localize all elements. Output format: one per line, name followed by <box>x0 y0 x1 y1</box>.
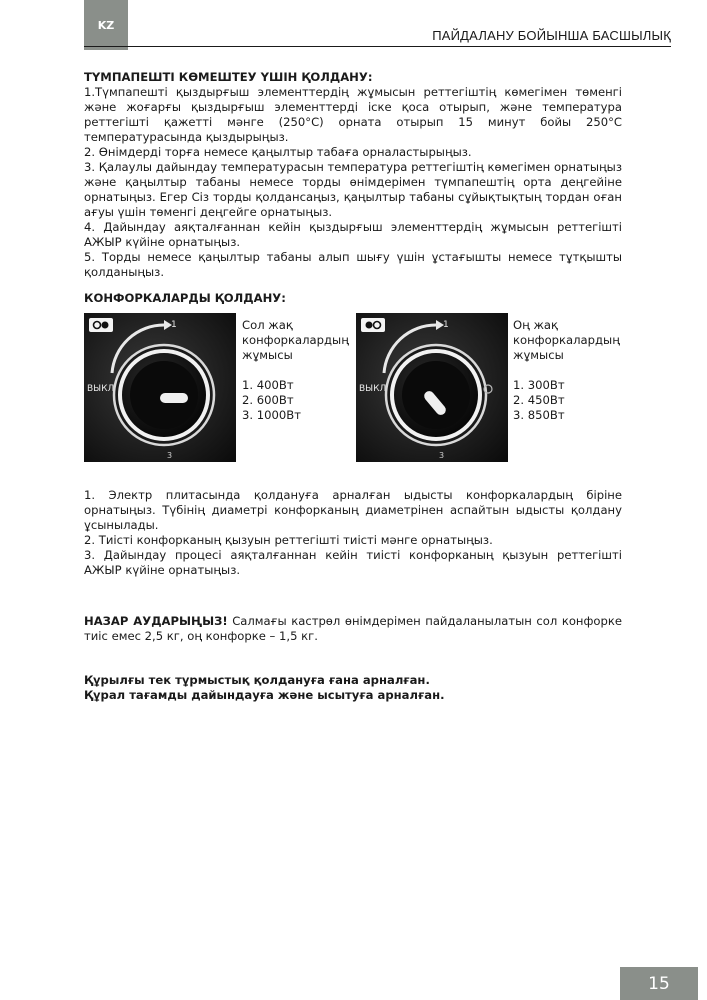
burners-heading: КОНФОРКАЛАРДЫ ҚОЛДАНУ: <box>84 291 286 305</box>
right-burner-power-1: 1. 300Вт <box>513 378 565 392</box>
left-burner-knob-image <box>84 313 236 462</box>
right-knob-level-1: 1 <box>443 320 449 330</box>
oven-section <box>84 70 622 280</box>
oven-step-3: 3. Қалаулы дайындау температурасын температура реттегіштің көмегімен орнатыңыз және қаңылтыр табаны немесе торды өнімдерімен түмпапештің орта деңгейіне орнатыңыз. Егер Сіз торды қолдансаңыз, қаңылтыр табаны сұйықтықтың тордан оған ағуы үшін төменгі деңгейге орнатыңыз. <box>84 160 622 219</box>
left-burner-power-3: 3. 1000Вт <box>242 408 301 422</box>
left-knob-icon <box>84 313 236 462</box>
manual-title: ПАЙДАЛАНУ БОЙЫНША БАСШЫЛЫҚ <box>432 28 671 43</box>
page-number: 15 <box>620 967 698 1000</box>
usage-notes <box>84 673 622 703</box>
oven-heading: ТҮМПАПЕШТІ КӨМЕШТЕУ ҮШІН ҚОЛДАНУ: <box>84 70 373 84</box>
right-knob-icon <box>356 313 508 462</box>
oven-step-4: 4. Дайындау аяқталғаннан кейін қыздырғыш элементтердің жұмысын реттегішті АЖЫР күйіне орнатыңыз. <box>84 220 622 249</box>
left-burner-title-line-3: жұмысы <box>242 348 293 362</box>
cooking-purpose-note: Құрал тағамды дайындауға және ысытуға арналған. <box>84 688 445 702</box>
right-knob-level-3: 3 <box>439 451 445 460</box>
right-burner-title-line-3: жұмысы <box>513 348 564 362</box>
right-knob-off-mark: ВЫКЛ <box>359 384 387 394</box>
left-knob-off-mark: ВЫКЛ <box>87 384 115 394</box>
burner-step-2: 2. Тиісті конфорканың қызуын реттегішті тиісті мәнге орнатыңыз. <box>84 533 493 547</box>
left-burner-power-2: 2. 600Вт <box>242 393 294 407</box>
left-knob-level-1: 1 <box>171 320 177 330</box>
warning-text: Салмағы кастрөл өнімдерімен пайдаланылатын сол конфорке тиіс емес 2,5 кг, оң конфорке – 1,5 кг. <box>84 614 622 643</box>
header-divider <box>84 46 671 47</box>
left-burner-description <box>242 318 349 423</box>
burner-steps <box>84 488 622 578</box>
language-tag: KZ <box>84 0 128 50</box>
right-burner-title-line-1: Оң жақ <box>513 318 559 332</box>
household-use-note: Құрылғы тек тұрмыстық қолдануға ғана арналған. <box>84 673 430 687</box>
left-burner-title-line-1: Сол жақ <box>242 318 293 332</box>
warning-label: НАЗАР АУДАРЫҢЫЗ! <box>84 614 228 628</box>
left-burner-power-1: 1. 400Вт <box>242 378 294 392</box>
warning-note <box>84 614 622 644</box>
burners-section <box>84 291 622 306</box>
oven-step-1: 1.Түмпапешті қыздырғыш элементтердің жұмысын реттегіштің көмегімен төменгі және жоғарғы қыздырғыш элементтерді іске қоса отырып, және температура реттегішті қажетті мәнге (250°С) орната отырып 15 минут бойы 250°С температурасында қыздырыңыз. <box>84 85 622 144</box>
right-burner-power-3: 3. 850Вт <box>513 408 565 422</box>
burner-step-3: 3. Дайындау процесі аяқталғаннан кейін тиісті конфорканың қызуын реттегішті АЖЫР күйіне орнатыңыз. <box>84 548 622 577</box>
right-burner-description <box>513 318 620 423</box>
right-burner-power-2: 2. 450Вт <box>513 393 565 407</box>
right-burner-title-line-2: конфоркалардың <box>513 333 620 347</box>
right-burner-knob-image <box>356 313 508 462</box>
left-burner-title-line-2: конфоркалардың <box>242 333 349 347</box>
oven-step-2: 2. Өнімдерді торға немесе қаңылтыр табаға орналастырыңыз. <box>84 145 472 159</box>
burner-step-1: 1. Электр плитасында қолдануға арналған ыдысты конфоркалардың біріне орнатыңыз. Түбінің диаметрі конфорканың диаметрінен аспайтын ыдысты қолдану ұсынылады. <box>84 488 622 532</box>
left-knob-level-3: 3 <box>167 451 173 460</box>
oven-step-5: 5. Торды немесе қаңылтыр табаны алып шығу үшін ұстағышты немесе тұтқышты қолданыңыз. <box>84 250 622 279</box>
